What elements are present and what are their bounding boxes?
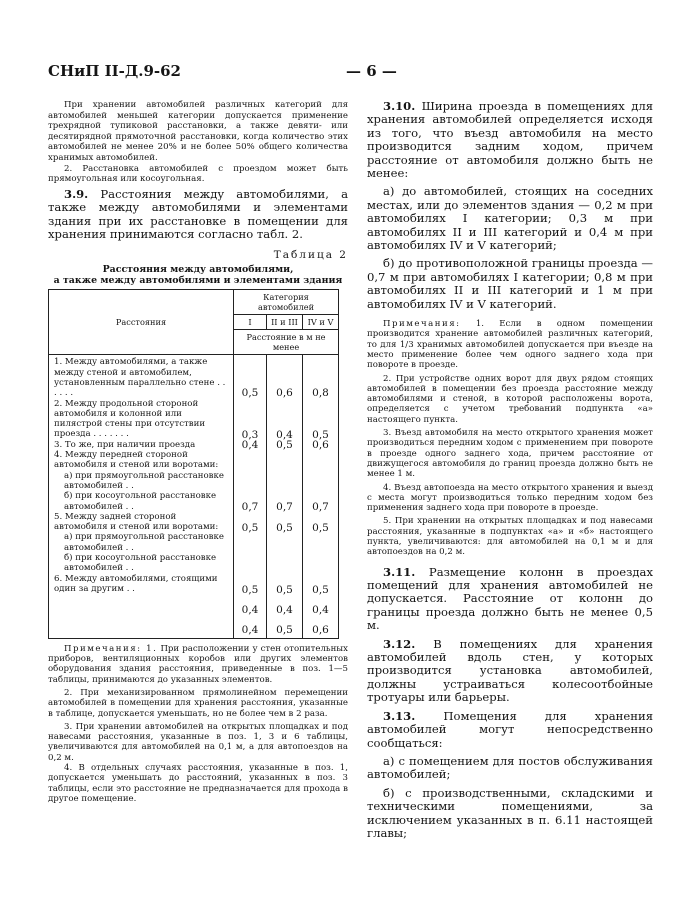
value-cell: 0,4 bbox=[276, 604, 293, 617]
value-cell: 0,5 bbox=[276, 583, 293, 596]
intro-paragraph-1: При хранении автомобилей различных категорий для автомобилей меньшей категории допускается применение трехрядной тупиковой расстановки, а также девяти- или десятирядной прямоточной расстановки, когда количество этих автомобилей не менее 20% и не более 50% общего количества хранимых автомобилей. bbox=[48, 100, 348, 163]
section-3-9 bbox=[48, 188, 348, 242]
section-3-10-b: б) до противоположной границы проезда — 0,7 м при автомобилях I категории; 0,8 м при автомобилях II и III категорий и 1 м при автомобилях IV и V категорий. bbox=[367, 256, 653, 311]
section-3-13-b: б) с производственными, складскими и техническими помещениями, за исключением указанных в п. 6.11 настоящей главы; bbox=[367, 785, 653, 840]
value-cell: 0,5 bbox=[241, 583, 259, 596]
row-4a-label: а) при прямоугольной расстановке автомобилей . . bbox=[64, 470, 224, 491]
row-5-label: 5. Между задней стороной автомобиля и стеной или воротами: bbox=[54, 511, 219, 533]
section-3-13-a: а) с помещением для постов обслуживания автомобилей; bbox=[367, 753, 653, 782]
value-cell: 0,5 bbox=[276, 438, 293, 451]
right-notes-heading: Примечания: bbox=[383, 319, 461, 330]
row-4-label: 4. Между передней стороной автомобиля и стеной или воротами: bbox=[54, 450, 219, 471]
right-note-3: 3. Въезд автомобиля на место открытого хранения может производиться передним ходом с применением при повороте в проезде одного заднего хода, причем расстояние от движущегося автомобиля до границ проезда должно быть не менее 1 м. bbox=[367, 428, 653, 480]
value-cell: 0,8 bbox=[312, 387, 329, 400]
row-6-label: 6. Между автомобилями, стоящими один за другим . . bbox=[54, 573, 218, 594]
notes-heading: Примечания: 1. bbox=[64, 643, 158, 654]
section-3-10-a: а) до автомобилей, стоящих на соседних местах, или до элементов здания — 0,2 м при автомобилях I категории; 0,3 м при автомобилях II и III категорий и 0,4 м при автомобилях IV и V категорий; bbox=[367, 184, 653, 253]
left-column bbox=[48, 100, 348, 804]
value-cell: 0,5 bbox=[312, 428, 329, 441]
right-note-4: 4. Въезд автопоезда на место открытого хранения и выезд с места могут производиться только передним ходом без применения заднего хода при повороте в проезде. bbox=[367, 482, 653, 514]
table-title-line-1: Расстояния между автомобилями, bbox=[102, 264, 294, 276]
document-code: СНиП II-Д.9-62 bbox=[48, 62, 181, 80]
row-5a-label: а) при прямоугольной расстановке автомобилей . . bbox=[64, 532, 224, 553]
right-note-2: 2. При устройстве одних ворот для двух рядом стоящих автомобилей в помещении без проезда расстояние между автомобилями и стеной, в которой расположены ворота, определяется с учетом требований подпункта «а» настоящего пункта. bbox=[367, 373, 653, 425]
right-note-1 bbox=[367, 319, 653, 370]
section-3-12-number: 3.12. bbox=[383, 636, 416, 651]
table-note-4: 4. В отдельных случаях расстояния, указанные в поз. 1, допускается уменьшать до расстояний, указанных в поз. 3 таблицы, если это расстояние не предназначается для прохода в другое помещение. bbox=[48, 763, 348, 804]
value-cell: 0,5 bbox=[276, 624, 293, 637]
value-cell: 0,5 bbox=[312, 583, 329, 596]
header-distances: Расстояния bbox=[49, 290, 234, 355]
section-3-12-text: В помещениях для хранения автомобилей вдоль стен, у которых производится установка автомобилей, должны устраиваться колесоотбойные тротуары или барьеры. bbox=[367, 636, 653, 705]
value-cell: 0,6 bbox=[312, 624, 329, 637]
header-cat-2-3: II и III bbox=[267, 315, 303, 330]
page-header bbox=[48, 62, 652, 84]
distances-table bbox=[48, 289, 339, 638]
header-cat-4-5: IV и V bbox=[303, 315, 339, 330]
table-note-1-text: При расположении у стен отопительных приборов, вентиляционных коробов или других элементов оборудования здания расстояния, приведенные в поз. 1—5 таблицы, принимаются до указанных элементов. bbox=[48, 643, 348, 685]
section-3-11 bbox=[367, 566, 653, 633]
row-2-label: 2. Между продольной стороной автомобиля и колонной или пилястрой стены при отсутствии проезда . . . . . . . bbox=[54, 398, 206, 440]
page-number: — 6 — bbox=[346, 62, 397, 80]
section-3-13-number: 3.13. bbox=[383, 708, 416, 723]
values-cat-2-3 bbox=[267, 355, 303, 638]
value-cell: 0,4 bbox=[276, 428, 293, 441]
row-4b-label: б) при косоугольной расстановке автомобилей . . bbox=[64, 491, 217, 512]
row-3-label: 3. То же, при наличии проезда bbox=[54, 439, 196, 450]
section-3-9-number: 3.9. bbox=[64, 186, 89, 201]
table-note-1 bbox=[48, 644, 348, 685]
value-cell: 0,4 bbox=[312, 604, 329, 617]
section-3-10 bbox=[367, 100, 653, 180]
table-body bbox=[49, 355, 339, 638]
section-3-10-number: 3.10. bbox=[383, 99, 416, 113]
value-cell: 0,7 bbox=[241, 501, 259, 514]
labels-cell bbox=[49, 355, 234, 638]
value-cell: 0,4 bbox=[241, 624, 259, 637]
section-3-13-text: Помещения для хранения автомобилей могут непосредственно сообщаться: bbox=[367, 708, 654, 750]
table-note-3: 3. При хранении автомобилей на открытых площадках и под навесами расстояния, указанные в поз. 1, 3 и 6 таблицы, увеличиваются для автомобилей на 0,1 м, а для автопоездов на 0,2 м. bbox=[48, 721, 348, 763]
right-note-1-text: 1. Если в одном помещении производится хранение автомобилей различных категорий, то для 1/3 хранимых автомобилей допускается при въезде на место применение более чем одного заднего хода при повороте в проезде. bbox=[367, 319, 653, 371]
value-cell: 0,5 bbox=[312, 521, 329, 534]
value-cell: 0,6 bbox=[276, 387, 293, 400]
value-cell: 0,4 bbox=[241, 604, 259, 617]
table-note-2: 2. При механизированном прямолинейном перемещении автомобилей в помещении для хранения расстояния, указанные в таблице, допускается уменьшать, но не более чем в 2 раза. bbox=[48, 687, 348, 719]
value-cell: 0,7 bbox=[276, 501, 293, 514]
value-cell: 0,5 bbox=[241, 387, 259, 400]
section-3-12 bbox=[367, 638, 653, 705]
value-cell: 0,5 bbox=[276, 521, 293, 534]
value-cell: 0,6 bbox=[312, 438, 329, 451]
header-category: Категория автомобилей bbox=[234, 290, 339, 315]
value-cell: 0,3 bbox=[241, 428, 259, 441]
value-cell: 0,5 bbox=[241, 521, 259, 534]
section-3-13 bbox=[367, 710, 653, 750]
row-5b-label: б) при косоугольной расстановке автомобилей . . bbox=[64, 553, 217, 574]
value-cell: 0,7 bbox=[312, 501, 329, 514]
value-cell: 0,4 bbox=[241, 438, 259, 451]
section-3-11-number: 3.11. bbox=[383, 564, 416, 579]
values-cat-1 bbox=[234, 355, 267, 638]
table-caption: Таблица 2 bbox=[273, 249, 348, 262]
section-3-9-text: Расстояния между автомобилями, а также между автомобилями и элементами здания при их расстановке в помещении для хранения принимаются согласно табл. 2. bbox=[48, 186, 349, 241]
section-3-11-text: Размещение колонн в проездах помещений для хранения автомобилей не допускается. Расстояние от колонн до границы проезда должно быть не менее 0,5 м. bbox=[367, 564, 654, 633]
table-title-line-2: а также между автомобилями и элементами здания bbox=[53, 275, 343, 287]
right-note-5: 5. При хранении на открытых площадках и под навесами расстояния, указанные в подпунктах «а» и «б» настоящего пункта, увеличиваются: для автомобилей на 0,1 м и для автопоездов на 0,2 м. bbox=[367, 516, 653, 558]
row-1-label: 1. Между автомобилями, а также между стеной и автомобилем, установленным параллельно стене . . . . . . bbox=[54, 357, 226, 399]
section-3-10-text: Ширина проезда в помещениях для хранения автомобилей определяется исходя из того, что въезд автомобиля на место производится задним ходом, причем расстояние от автомобиля должно быть не менее: bbox=[367, 99, 654, 181]
table-title bbox=[48, 264, 348, 286]
intro-paragraph-2: 2. Расстановка автомобилей с проездом может быть прямоугольная или косоугольная. bbox=[48, 163, 348, 185]
values-cat-4-5 bbox=[303, 355, 339, 638]
header-unit: Расстояние в м не менее bbox=[234, 330, 339, 355]
header-cat-1: I bbox=[234, 315, 267, 330]
right-column bbox=[367, 100, 653, 840]
